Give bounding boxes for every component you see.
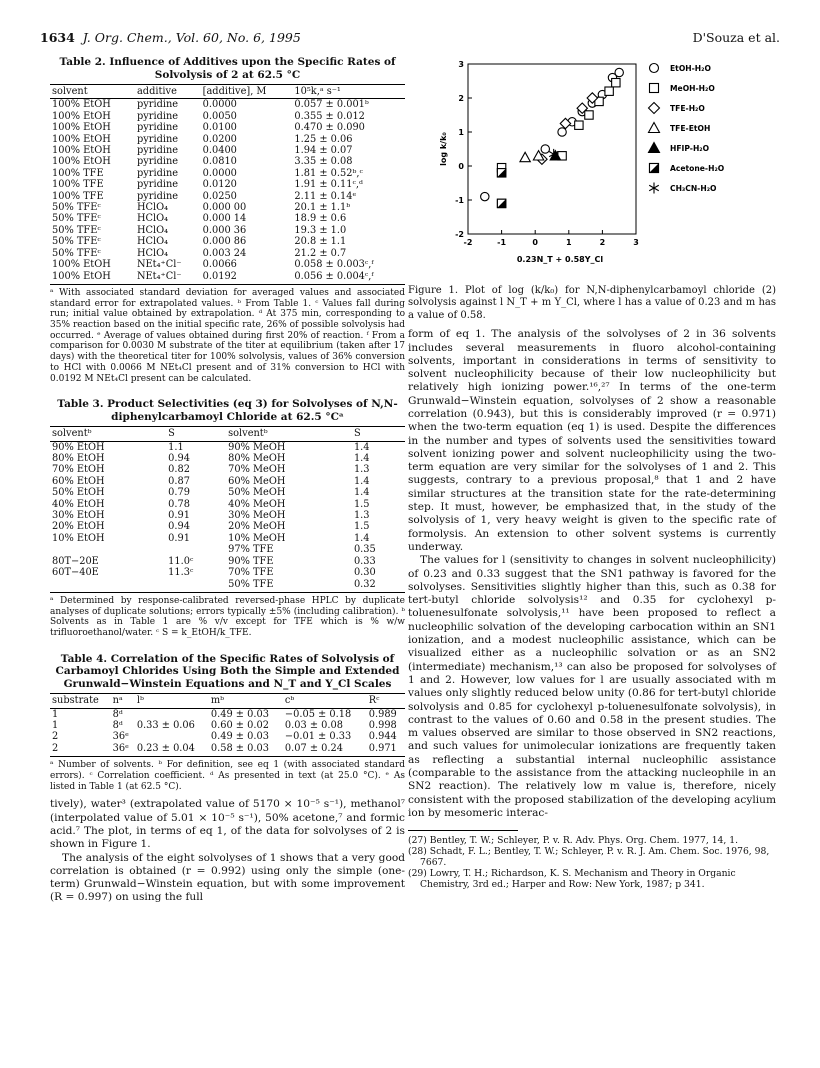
table-cell	[135, 731, 209, 742]
table-row	[50, 248, 405, 259]
table-cell: 70% MeOH	[228, 464, 286, 476]
table-cell: 20% MeOH	[228, 521, 286, 533]
table-cell: 40% MeOH	[228, 498, 286, 510]
paragraph: tively), water³ (extrapolated value of 5170 × 10⁻⁵ s⁻¹), methanol⁷ (interpolated value of 5.01 × 10⁻⁵ s⁻¹), 50% acetone,⁷ and formic acid.⁷ The plot, in terms of eq 1, of the data for solvolyses of 2 is shown in Figure 1.	[50, 798, 405, 851]
table3	[50, 426, 405, 593]
table-cell: 0.0400	[202, 145, 237, 157]
legend-symbol	[649, 123, 660, 133]
table-cell: 50% EtOH	[52, 487, 105, 499]
table2-footnote: ᵃ With associated standard deviation for averaged values and associated standard error for extrapolated values. ᵇ From Table 1. ᶜ Values fall during run; initial value obtained by extrapolation. ᵈ At 375 min, corresponding to 35% reaction based on the initial specific rate, 26% of possible solvolysis had occurred. ᵉ Average of values obtained during first 20% of reaction. ᶠ From a comparison for 0.0030 M substrate of the titer at equilibrium (taken after 17 days) with the theoretical titer for 100% solvolysis, values of 36% conversion to HCl with 0.0066 M NEt₄Cl present and of 31% conversion to HCl with 0.0192 M NEt₄Cl present can be calculated.	[50, 287, 405, 384]
table-cell: 80% MeOH	[228, 453, 286, 465]
table2-title: Table 2. Influence of Additives upon the Specific Rates of Solvolysis of 2 at 62.5 °C	[59, 56, 396, 81]
table4-title: Table 4. Correlation of the Specific Rates of Solvolysis of Carbamoyl Chlorides Using Both the Simple and Extended Grunwald−Winstein Equations and N_T and Y_Cl Scales	[55, 652, 400, 690]
column-header: substrate	[50, 694, 111, 708]
y-tick-label: 0	[458, 162, 464, 171]
table-row	[50, 156, 405, 167]
table3-footnote: ᵃ Determined by response-calibrated reversed-phase HPLC by duplicate analyses of duplicate solutions; errors typically ±5% (including calibration). ᵇ Solvents as in Table 1 are % v/v except for TFE which is % w/w trifluoroethanol/water. ᶜ S = k_EtOH/k_TFE.	[50, 595, 405, 639]
table-cell: 100% EtOH	[52, 156, 111, 168]
table-cell: 0.056 ± 0.004ᶜ,ᶠ	[292, 271, 405, 285]
column-header: S	[166, 427, 226, 441]
table-row	[50, 567, 405, 578]
table-cell: 2	[52, 731, 59, 743]
table-row	[50, 533, 405, 544]
table-cell: 0.470 ± 0.090	[294, 122, 365, 134]
table-cell: NEt₄⁺Cl⁻	[136, 259, 182, 271]
table-cell: −0.01 ± 0.33	[284, 731, 352, 743]
table-cell: 0.000 14	[202, 213, 247, 225]
table-cell: 36ᵉ	[112, 731, 129, 743]
table-cell: HClO₄	[136, 247, 169, 259]
table-cell: 100% TFE	[52, 179, 104, 191]
table-row	[50, 521, 405, 532]
table-cell: 0.998	[368, 720, 397, 732]
table-cell: 0.0200	[202, 133, 237, 145]
table-row	[50, 731, 405, 742]
table-row	[50, 544, 405, 555]
data-point	[497, 169, 505, 177]
table-cell: 0.78	[168, 498, 190, 510]
table-cell: 0.0000	[202, 167, 237, 179]
table-cell: 0.32	[352, 579, 405, 593]
table-row	[50, 708, 405, 720]
table-cell: 1.3	[353, 510, 370, 522]
table-cell: 1.4	[353, 532, 370, 544]
table-cell: 36ᵉ	[111, 743, 135, 757]
table-cell: 40% EtOH	[52, 498, 105, 510]
left-column	[50, 56, 405, 905]
table-row	[50, 579, 405, 593]
table-cell: pyridine	[136, 110, 179, 122]
table-cell: 0.000 86	[202, 236, 247, 248]
table-cell: 0.30	[353, 567, 376, 579]
table-row	[50, 464, 405, 475]
table-cell: 100% EtOH	[52, 99, 111, 111]
table-cell: 10% EtOH	[52, 532, 105, 544]
table-cell: 100% EtOH	[52, 145, 111, 157]
table-cell: 0.0050	[202, 110, 237, 122]
data-point	[585, 111, 593, 119]
column-header: solvent	[50, 85, 135, 99]
table-cell: pyridine	[136, 145, 179, 157]
table-cell: 1.1	[168, 441, 184, 453]
table-cell: 19.3 ± 1.0	[294, 224, 347, 236]
legend-label: HFIP-H₂O	[670, 144, 710, 153]
legend-label: CH₃CN-H₂O	[670, 184, 717, 193]
data-point	[612, 79, 620, 87]
data-point	[558, 128, 566, 136]
column-header: Rᶜ	[367, 694, 405, 708]
table-cell: 100% TFE	[52, 167, 104, 179]
left-body-text	[50, 798, 405, 904]
table-cell: 10% MeOH	[228, 532, 286, 544]
table-row	[50, 99, 405, 111]
table-cell	[50, 544, 166, 555]
table-cell: pyridine	[136, 99, 179, 111]
data-point	[520, 152, 530, 161]
table-row	[50, 168, 405, 179]
column-header: [additive], M	[201, 85, 293, 99]
table-cell	[50, 579, 166, 593]
table-cell: 100% EtOH	[52, 122, 111, 134]
table-cell: pyridine	[136, 156, 179, 168]
table-cell: 1.5	[353, 498, 370, 510]
x-axis-label: 0.23N_T + 0.58Y_Cl	[516, 255, 604, 264]
table-row	[50, 499, 405, 510]
table-cell: 0.03 ± 0.08	[284, 720, 343, 732]
table-row	[50, 441, 405, 453]
legend-symbol	[649, 183, 659, 194]
journal-citation	[40, 30, 301, 45]
table-cell: 90% EtOH	[52, 441, 105, 453]
table-cell: 0.07 ± 0.24	[283, 743, 367, 757]
y-tick-label: 2	[458, 94, 464, 103]
table-cell: 2	[50, 743, 111, 757]
table-row	[50, 225, 405, 236]
table-cell: 0.91	[168, 510, 190, 522]
table-cell: 0.944	[368, 731, 397, 743]
table-cell: HClO₄	[136, 236, 169, 248]
table-row	[50, 111, 405, 122]
table-cell: 0.23 ± 0.04	[135, 743, 209, 757]
table-cell: 100% TFE	[52, 190, 104, 202]
table-cell: 0.94	[168, 453, 190, 465]
y-tick-label: -2	[455, 230, 464, 239]
paragraph: The values for l (sensitivity to changes in solvent nucleophilicity) of 0.23 and 0.33 suggest that the SN1 pathway is favored for the solvolyses. Sensitivities slightly higher than this, such as 0.38 for tert-butyl chloride solvolysis¹² and 0.35 for cyclohexyl p-toluenesulfonate solvolysis,¹¹ have been proposed to reflect a nucleophilic solvation of the developing carbocation within an SN1 ionization, and a modest nucleophilic assistance, which can be visualized either as a nucleophilic solvation or as an SN2 (intermediate) mechanism,¹³ can also be proposed for solvolyses of 1 and 2. However, low values for l are usually associated with m values only slightly reduced below unity (0.86 for tert-butyl chloride solvolysis and 0.85 for cyclohexyl p-toluenesulfonate solvolysis), in contrast to the values of 0.60 and 0.58 in the present studies. The m values observed are similar to those observed in SN2 reactions, and such values for unimolecular ionizations are frequently taken as reflecting a substantial internal nucleophilic assistance (comparable to the assistance from the attacking nucleophile in an SN2 reaction). The relatively low m value is, therefore, nicely consistent with the proposed stabilization of the developing acylium ion by mesomeric interac-	[408, 554, 776, 819]
table-cell: 1	[52, 720, 59, 732]
table-cell: 60% MeOH	[228, 475, 286, 487]
table-cell: 0.0120	[202, 179, 237, 191]
table-cell: 0.87	[168, 475, 190, 487]
table-cell: pyridine	[136, 167, 179, 179]
table-row	[50, 271, 405, 285]
header-authors: D'Souza et al.	[692, 30, 780, 45]
table-cell: 1.5	[353, 521, 370, 533]
table-cell: 100% EtOH	[52, 259, 111, 271]
legend-symbol	[650, 84, 659, 93]
table-row	[50, 145, 405, 156]
table-cell: 1.94 ± 0.07	[294, 145, 353, 157]
reference: (28) Schadt, F. L.; Bentley, T. W.; Schleyer, P. v. R. J. Am. Chem. Soc. 1976, 98, 7667.	[408, 846, 770, 869]
table-cell: 0.057 ± 0.001ᵇ	[294, 99, 369, 111]
table-cell: 11.0ᶜ	[168, 555, 194, 567]
table4	[50, 693, 405, 757]
references	[408, 835, 776, 890]
table-row	[50, 236, 405, 247]
table-cell: 0.058 ± 0.003ᶜ,ᶠ	[294, 259, 374, 271]
legend-label: TFE-EtOH	[670, 124, 711, 133]
right-body-text	[408, 328, 776, 820]
figure-caption: Figure 1. Plot of log (k/k₀) for N,N-diphenylcarbamoyl chloride (2) solvolysis against l N_T + m Y_Cl, where l has a value of 0.23 and m has a value of 0.58.	[408, 285, 776, 321]
reference: (29) Lowry, T. H.; Richardson, K. S. Mechanism and Theory in Organic Chemistry, 3rd ed.; Harper and Row: New York, 1987; p 341.	[408, 868, 736, 891]
table-cell: 0.0250	[202, 190, 237, 202]
table-cell: 0.33 ± 0.06	[136, 720, 195, 732]
table-cell: 0.003 24	[202, 247, 247, 259]
paragraph: form of eq 1. The analysis of the solvolyses of 2 in 36 solvents includes several measurements in fluoro alcohol-containing solvents, important in considerations in terms of sensitivity to solvent nucleophilicity because of their low nucleophilicity but relatively high ionizing power.¹⁶,²⁷ In terms of the one-term Grunwald−Winstein equation, solvolyses of 2 show a reasonable correlation (0.943), but this is considerably improved (r = 0.971) when the two-term equation (eq 1) is used. Despite the differences in the number and types of solvents used the sensitivities toward solvent ionizing power and solvent nucleophilicity using the two-term equation are very similar for the solvolyses of 1 and 2. This suggests, contrary to a previous proposal,⁸ that 1 and 2 have similar structures at the transition state for the rate-determining step. It must, however, be emphasized that, in the study of the solvolysis of 1, very heavy weight is given to the specific rate of formolysis. An extension to other solvent systems is currently underway.	[408, 328, 776, 553]
y-tick-label: 1	[458, 128, 464, 137]
table-row	[50, 487, 405, 498]
table3-title: Table 3. Product Selectivities (eq 3) for Solvolyses of N,N-diphenylcarbamoyl Chloride at 62.5 °Cᵃ	[57, 398, 398, 423]
table-cell: 0.355 ± 0.012	[294, 110, 365, 122]
table-cell: 21.2 ± 0.7	[294, 247, 347, 259]
table-cell: 1.4	[353, 441, 370, 453]
table-cell: 0.0066	[202, 259, 237, 271]
reference: (27) Bentley, T. W.; Schleyer, P. v. R. Adv. Phys. Org. Chem. 1977, 14, 1.	[408, 835, 738, 847]
legend-symbol	[650, 164, 659, 173]
table-cell: 0.0000	[202, 99, 237, 111]
table-cell: 3.35 ± 0.08	[294, 156, 353, 168]
table-cell: 100% EtOH	[52, 110, 111, 122]
table-cell: 11.3ᶜ	[168, 567, 194, 579]
table-row	[50, 476, 405, 487]
legend-label: Acetone-H₂O	[670, 164, 725, 173]
table-cell: 0.58 ± 0.03	[209, 743, 283, 757]
table-cell: 20.1 ± 1.1ᵇ	[294, 202, 351, 214]
table-cell: HClO₄	[136, 213, 169, 225]
table-row	[50, 134, 405, 145]
table-row	[50, 191, 405, 202]
table-row	[50, 510, 405, 521]
table-cell: pyridine	[136, 179, 179, 191]
table-row	[50, 122, 405, 133]
table-cell: 90% TFE	[228, 555, 274, 567]
legend-label: EtOH-H₂O	[670, 64, 711, 73]
table-cell: 0.49 ± 0.03	[210, 708, 269, 720]
table-cell: 0.94	[168, 521, 190, 533]
table-cell: 80T−20E	[52, 555, 99, 567]
table-cell: 30% MeOH	[228, 510, 286, 522]
legend-label: MeOH-H₂O	[670, 84, 715, 93]
table-cell: 1.4	[353, 475, 370, 487]
table-cell: 97% TFE	[228, 544, 274, 556]
table-cell: 0.0192	[201, 271, 293, 285]
column-header: 10⁵k,ᵃ s⁻¹	[292, 85, 405, 99]
page-number: 1634	[40, 30, 75, 45]
scatter-plot	[408, 56, 776, 281]
table-cell: 0.35	[353, 544, 376, 556]
table-cell: 1.91 ± 0.11ᶜ,ᵈ	[294, 179, 363, 191]
table-cell: 70% EtOH	[52, 464, 105, 476]
x-tick-label: 3	[633, 238, 639, 247]
table-cell: 50% TFEᶜ	[52, 236, 101, 248]
table-cell: 50% TFE	[226, 579, 352, 593]
table-cell: HClO₄	[136, 202, 169, 214]
column-header: additive	[135, 85, 201, 99]
table-cell: 0.000 36	[202, 224, 247, 236]
table-row	[50, 259, 405, 270]
data-point	[575, 121, 583, 129]
table-cell: pyridine	[136, 133, 179, 145]
data-point	[605, 87, 613, 95]
x-tick-label: 2	[599, 238, 606, 247]
column-header: solventᵇ	[226, 427, 352, 441]
table-cell: 1.25 ± 0.06	[294, 133, 353, 145]
table-cell: 2.11 ± 0.14ᵉ	[294, 190, 357, 202]
table-cell: pyridine	[136, 122, 179, 134]
table-cell: 90% MeOH	[228, 441, 286, 453]
legend-symbol	[649, 103, 660, 114]
table-cell: 80% EtOH	[52, 453, 105, 465]
y-axis-label: log k/k₀	[439, 132, 448, 166]
column-header: nᵃ	[111, 694, 135, 708]
table-cell: 0.91	[168, 532, 190, 544]
column-header: mᵇ	[209, 694, 283, 708]
x-tick-label: 0	[532, 238, 538, 247]
table-cell: 8ᵈ	[112, 720, 123, 732]
table-row	[50, 179, 405, 190]
table-cell: pyridine	[136, 190, 179, 202]
table-cell	[166, 579, 226, 593]
legend-symbol	[650, 64, 659, 73]
data-point	[497, 199, 505, 207]
table-cell: 50% TFEᶜ	[52, 224, 101, 236]
running-header	[40, 30, 780, 46]
x-tick-label: -2	[463, 238, 473, 247]
column-header: lᵇ	[135, 694, 209, 708]
table-cell: 0.0810	[202, 156, 237, 168]
table-cell: 70% TFE	[228, 567, 274, 579]
table2	[50, 84, 405, 285]
table-row	[50, 202, 405, 213]
table4-footnote: ᵃ Number of solvents. ᵇ For definition, see eq 1 (with associated standard errors). ᶜ Correlation coefficient. ᵈ As presented in text (at 25.0 °C). ᵉ As listed in Table 1 (at 62.5 °C).	[50, 760, 405, 792]
table-cell: 0.989	[368, 708, 397, 720]
table-cell: 0.33	[353, 555, 376, 567]
table-cell: 0.82	[168, 464, 190, 476]
legend-label: TFE-H₂O	[670, 104, 705, 113]
table-cell: HClO₄	[136, 224, 169, 236]
journal-name: J. Org. Chem., Vol. 60, No. 6, 1995	[82, 30, 301, 45]
table-cell	[166, 544, 226, 555]
table-cell: −0.05 ± 0.18	[284, 708, 352, 720]
table-row	[50, 556, 405, 567]
paragraph: The analysis of the eight solvolyses of 1 shows that a very good correlation is obtained (r = 0.992) using only the simple (one-term) Grunwald−Winstein equation, but with some improvement (R = 0.997) on using the full	[50, 851, 405, 904]
legend-symbol	[649, 143, 660, 153]
table-cell: 60% EtOH	[52, 475, 105, 487]
table-cell: 1.4	[353, 453, 370, 465]
table-cell: 0.000 00	[202, 202, 247, 214]
table-cell: 18.9 ± 0.6	[294, 213, 347, 225]
column-header: S	[352, 427, 405, 441]
data-point	[541, 145, 549, 153]
table-cell: 1.81 ± 0.52ᵇ,ᶜ	[294, 167, 363, 179]
x-tick-label: 1	[566, 238, 572, 247]
table-cell: 0.49 ± 0.03	[210, 731, 269, 743]
figure-1	[408, 56, 776, 281]
table-cell: 20.8 ± 1.1	[294, 236, 347, 248]
table-cell: 1.3	[353, 464, 370, 476]
data-point	[481, 192, 489, 200]
table-cell: 8ᵈ	[112, 708, 123, 720]
table-cell: NEt₄⁺Cl⁻	[135, 271, 201, 285]
table-row	[50, 453, 405, 464]
table-cell: 20% EtOH	[52, 521, 105, 533]
table-cell: 50% TFEᶜ	[52, 247, 101, 259]
table-cell: 100% EtOH	[50, 271, 135, 285]
table-cell	[135, 708, 209, 720]
table-cell: 50% TFEᶜ	[52, 202, 101, 214]
table-cell: 1	[52, 708, 59, 720]
table-row	[50, 213, 405, 224]
data-point	[615, 68, 623, 76]
references-divider	[408, 830, 518, 831]
table-cell: 100% EtOH	[52, 133, 111, 145]
right-column	[408, 56, 776, 890]
table-cell: 0.79	[168, 487, 190, 499]
table-cell: 0.0100	[202, 122, 237, 134]
x-tick-label: -1	[497, 238, 507, 247]
column-header: solventᵇ	[50, 427, 166, 441]
table-cell: 60T−40E	[52, 567, 99, 579]
table-row	[50, 743, 405, 757]
table-cell: 0.60 ± 0.02	[210, 720, 269, 732]
y-tick-label: -1	[455, 196, 464, 205]
table-cell: 30% EtOH	[52, 510, 105, 522]
table-cell: 50% TFEᶜ	[52, 213, 101, 225]
y-tick-label: 3	[458, 60, 464, 69]
table-row	[50, 720, 405, 731]
table-cell: 1.4	[353, 487, 370, 499]
column-header: cᵇ	[283, 694, 367, 708]
table-cell: 50% MeOH	[228, 487, 286, 499]
table-cell: 0.971	[367, 743, 405, 757]
